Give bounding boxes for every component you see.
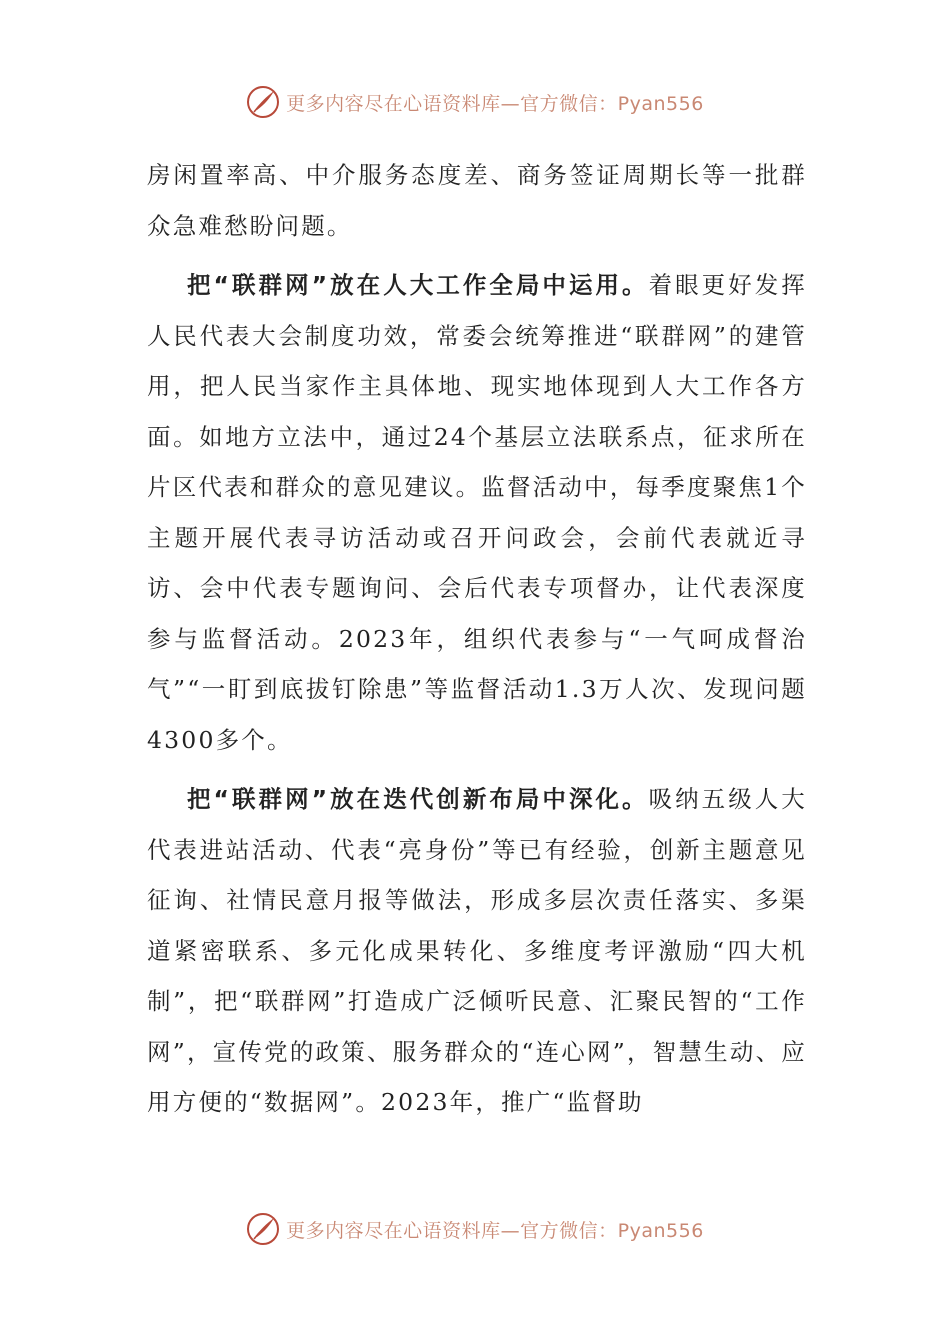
footer-banner-text: 更多内容尽在心语资料库—官方微信：Pyan556 <box>286 1219 704 1242</box>
quill-logo-icon <box>246 85 280 119</box>
paragraph-1-text: 房闲置率高、中介服务态度差、商务签证周期长等一批群众急难愁盼问题。 <box>147 161 807 240</box>
paragraph-2-text: 着眼更好发挥人民代表大会制度功效，常委会统筹推进“联群网”的建管用，把人民当家作主具体地、现实地体现到人大工作各方面。如地方立法中，通过24个基层立法联系点，征求所在片区代表和群众的意见建议。监督活动中，每季度聚焦1个主题开展代表寻访活动或召开问政会，会前代表就近寻访、会中代表专题询问、会后代表专项督办，让代表深度参与监督活动。2023年，组织代表参与“一气呵成督治气”“一盯到底拔钉除患”等监督活动1.3万人次、发现问题4300多个。 <box>147 271 807 754</box>
paragraph-1 <box>147 150 807 251</box>
header-banner <box>0 82 950 122</box>
paragraph-3-lead: 把“联群网”放在迭代创新布局中深化。 <box>187 785 649 813</box>
paragraph-3 <box>147 774 807 1128</box>
paragraph-3-text: 吸纳五级人大代表进站活动、代表“亮身份”等已有经验，创新主题意见征询、社情民意月报等做法，形成多层次责任落实、多渠道紧密联系、多元化成果转化、多维度考评激励“四大机制”，把“联群网”打造成广泛倾听民意、汇聚民智的“工作网”，宣传党的政策、服务群众的“连心网”，智慧生动、应用方便的“数据网”。2023年，推广“监督助 <box>147 785 807 1116</box>
document-body <box>147 150 807 1128</box>
quill-logo-icon <box>246 1212 280 1246</box>
paragraph-2 <box>147 260 807 765</box>
header-banner-text: 更多内容尽在心语资料库—官方微信：Pyan556 <box>286 92 704 115</box>
paragraph-2-lead: 把“联群网”放在人大工作全局中运用。 <box>187 271 649 299</box>
footer-banner <box>0 1209 950 1249</box>
